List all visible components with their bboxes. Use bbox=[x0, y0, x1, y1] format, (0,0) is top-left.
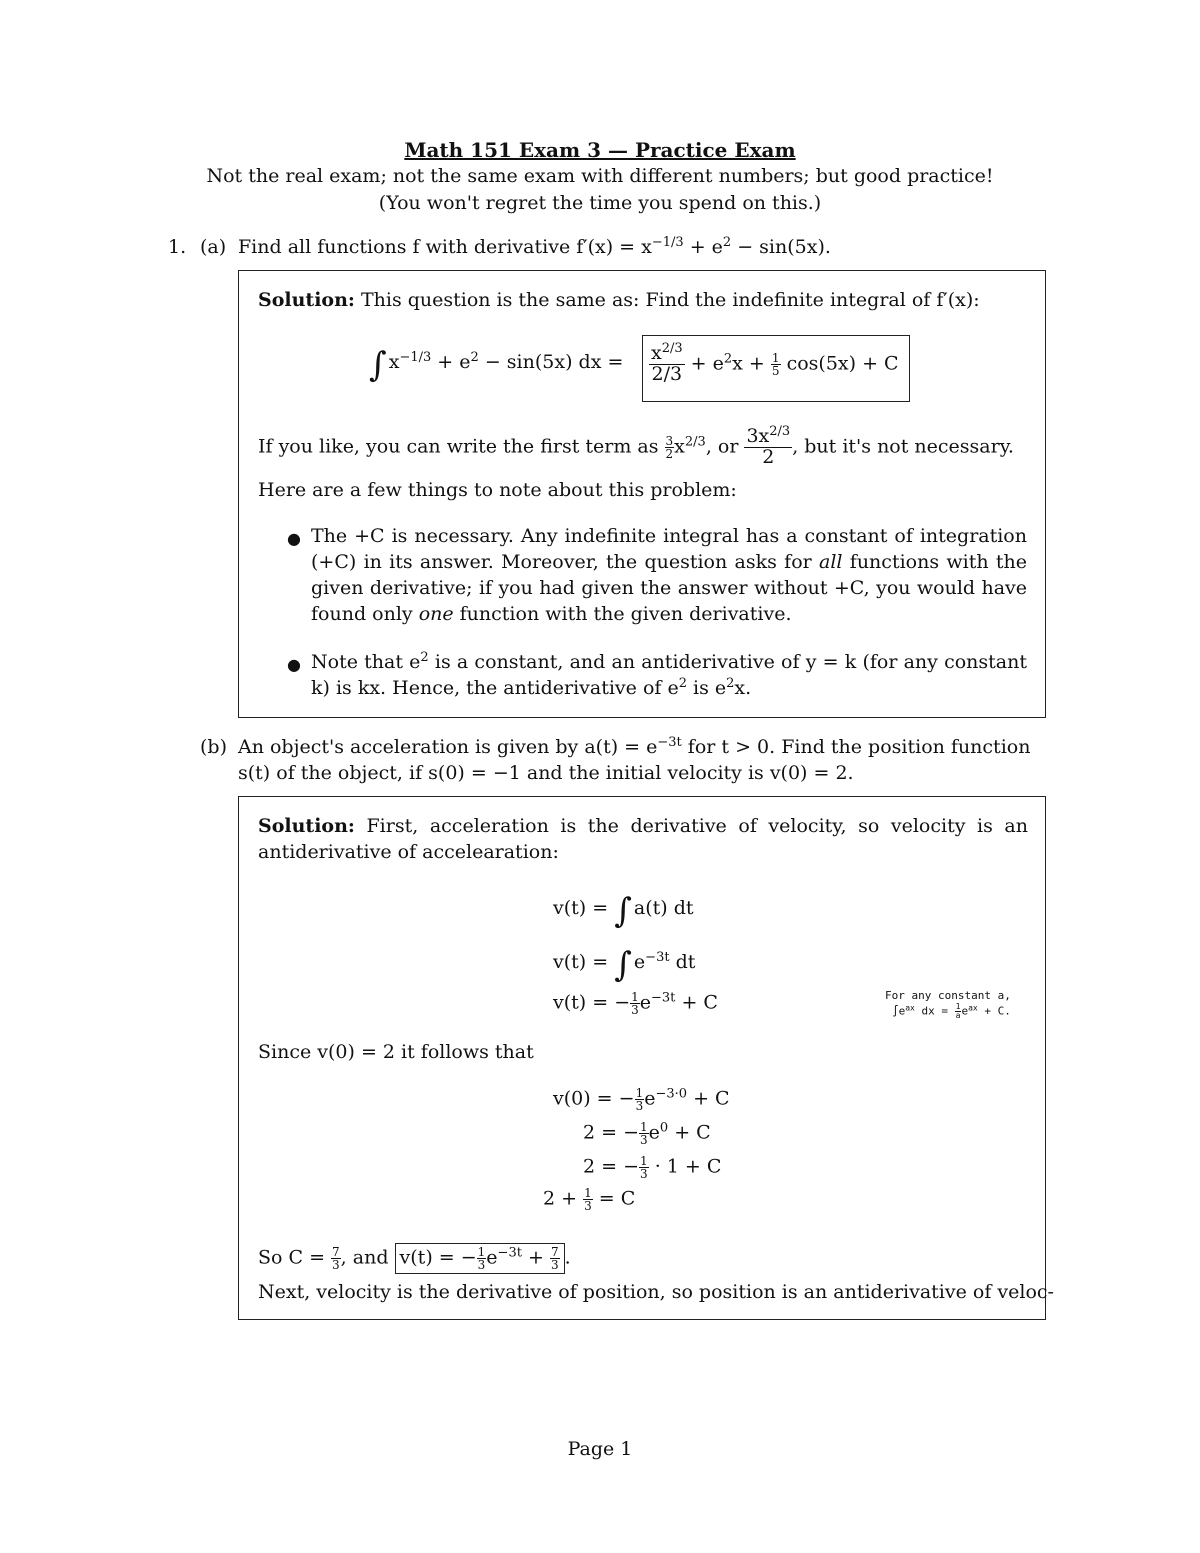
since-text: Since v(0) = 2 it follows that bbox=[258, 1041, 534, 1063]
side-note: For any constant a, $\int e^{ax}$ dx = $\frac{1}{a}$ $e^{ax} + C$. bbox=[885, 989, 1011, 1020]
page-number: Page 1 bbox=[567, 1438, 633, 1460]
solution-b-intro: Solution: First, acceleration is the derivative of velocity, so velocity is an antiderivative of accelearation: bbox=[258, 815, 1028, 863]
exam-title: Math 151 Exam 3 — Practice Exam bbox=[404, 138, 796, 162]
velocity-eq-2: v(t) = ∫ $e^{-3t}$ dt bbox=[553, 945, 696, 985]
solution-a-integral: ∫ $x^{-1/3} + e^2 - \sin(5x)$ dx = bbox=[369, 345, 624, 385]
velocity-eq-1: v(t) = ∫ a(t) dt bbox=[553, 891, 694, 931]
velocity-eq-3: v(t) = − $\frac{1}{3}$ $e^{-3t} + C$ bbox=[553, 990, 718, 1017]
solution-a-answer: $\frac{x^{2/3}}{2/3}$ + $e^2x$ + $\frac{1}{5}$ cos(5x) + C bbox=[651, 341, 899, 385]
bullet-icon: ● bbox=[287, 529, 301, 548]
part-a-question: Find all functions f with derivative $f'(x) = x^{-1/3} + e^2 - \sin(5x)$. bbox=[238, 235, 831, 258]
part-a-label: (a) bbox=[200, 236, 227, 258]
solution-a-alt-form: If you like, you can write the first term as $\frac{3}{2}$ $x^{2/3}$, or $\frac{3x^{2/3}}{2}$ , but it's not necessary. bbox=[258, 424, 1014, 468]
exam-subtitle-1: Not the real exam; not the same exam with different numbers; but good practice! bbox=[206, 165, 994, 187]
solution-b-box bbox=[238, 796, 1054, 1320]
answer-fraction: $\frac{x^{2/3}}{2/3}$ bbox=[651, 341, 683, 385]
constant-eq-4: 2 + $\frac{1}{3}$ = C bbox=[543, 1186, 636, 1213]
solution-a-note-intro: Here are a few things to note about this problem: bbox=[258, 479, 737, 501]
constant-eq-2: 2 = − $\frac{1}{3}$ $e^0 + C$ bbox=[583, 1120, 711, 1147]
integral-sign: ∫ bbox=[369, 345, 387, 385]
solution-a-bullet-2: Note that $e^2$ is a constant, and an antiderivative of y = k (for any constant k) is kx. Hence, the antiderivative of $e^2$ is $e^2x$. bbox=[311, 650, 1027, 699]
solution-a-answer-box bbox=[642, 335, 910, 402]
next-text: Next, velocity is the derivative of position, so position is an antiderivative of veloc- bbox=[258, 1281, 1054, 1303]
question-number: 1. bbox=[168, 236, 187, 258]
so-c-line: So C = $\frac{7}{3}$ , and v(t) = − $\frac{1}{3}$ $e^{-3t}$ + $\frac{7}{3}$ . bbox=[258, 1245, 571, 1272]
part-b-label: (b) bbox=[200, 736, 227, 758]
bullet-icon: ● bbox=[287, 655, 301, 674]
integral-sign: ∫ bbox=[614, 891, 632, 931]
exam-subtitle-2: (You won't regret the time you spend on this.) bbox=[378, 192, 822, 214]
constant-eq-3: 2 = − $\frac{1}{3}$ · 1 + C bbox=[583, 1154, 722, 1181]
velocity-answer-box: v(t) = − $\frac{1}{3}$ $e^{-3t}$ + $\frac{7}{3}$ bbox=[395, 1243, 565, 1274]
constant-eq-1: v(0) = − $\frac{1}{3}$ $e^{-3\cdot 0} + C$ bbox=[553, 1086, 730, 1113]
solution-a-bullet-1: The +C is necessary. Any indefinite integral has a constant of integration (+C) in its answer. Moreover, the question asks for all functions with the given derivative; if you had given the answer without +C, you would have found only one function with the given derivative. bbox=[311, 525, 1027, 625]
solution-a-intro: Solution: This question is the same as: Find the indefinite integral of f′(x): bbox=[258, 289, 980, 311]
part-b-question-line-1: An object's acceleration is given by $a(t) = e^{-3t}$ for t > 0. Find the position function bbox=[238, 735, 1031, 758]
solution-a-box bbox=[238, 270, 1046, 718]
integral-sign: ∫ bbox=[614, 945, 632, 985]
part-b-question-line-2: s(t) of the object, if s(0) = −1 and the initial velocity is v(0) = 2. bbox=[238, 762, 854, 784]
